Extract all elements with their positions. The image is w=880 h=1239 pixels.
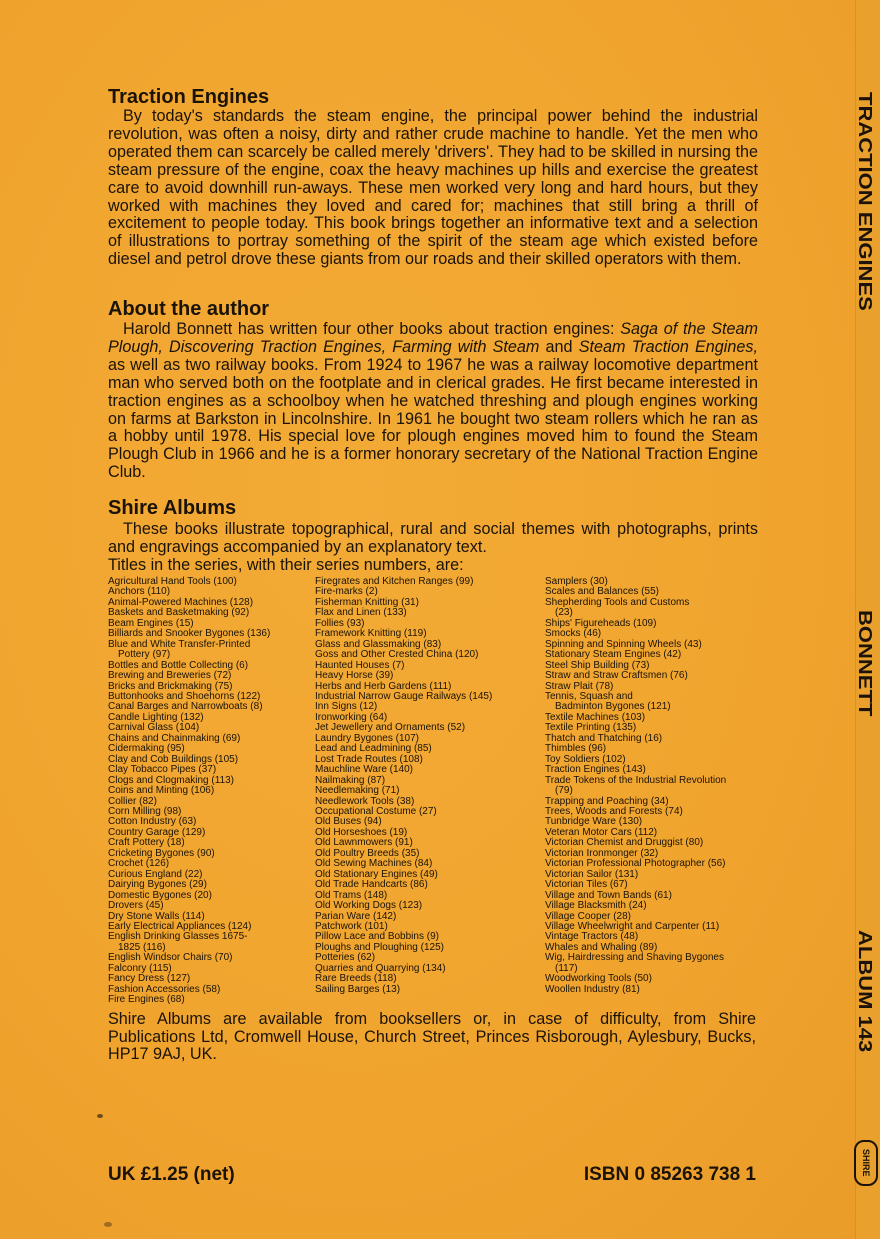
series-title: Sailing Barges (13) xyxy=(315,983,401,995)
series-title: Lost Trade Routes (108) xyxy=(315,753,423,765)
author-text-part: Harold Bonnett has written four other books about traction engines: xyxy=(123,320,621,338)
series-title: English Windsor Chairs (70) xyxy=(108,952,233,964)
series-title: Victorian Professional Photographer (56) xyxy=(545,858,726,870)
series-title: Old Poultry Breeds (35) xyxy=(315,847,420,859)
series-title: Nailmaking (87) xyxy=(315,774,386,786)
series-title: Pottery (97) xyxy=(118,649,171,661)
series-title: Needlemaking (71) xyxy=(315,785,400,797)
series-title: Occupational Costume (27) xyxy=(315,805,437,817)
series-title: Baskets and Basketmaking (92) xyxy=(108,607,250,619)
series-title: Thatch and Thatching (16) xyxy=(545,732,663,744)
series-title: Steel Ship Building (73) xyxy=(545,659,650,671)
series-title: Village Wheelwright and Carpenter (11) xyxy=(545,920,720,932)
series-title: Clay Tobacco Pipes (37) xyxy=(108,764,217,776)
series-title: Heavy Horse (39) xyxy=(315,670,394,682)
series-title: Jet Jewellery and Ornaments (52) xyxy=(315,722,466,734)
series-title: Dry Stone Walls (114) xyxy=(108,910,205,922)
series-title: Buttonhooks and Shoehorns (122) xyxy=(108,690,261,702)
series-title: Textile Machines (103) xyxy=(545,711,646,723)
series-title: Falconry (115) xyxy=(108,962,172,974)
series-title: Early Electrical Appliances (124) xyxy=(108,920,252,932)
series-title: Drovers (45) xyxy=(108,900,164,912)
shire-albums-intro xyxy=(108,521,758,575)
series-title: Pillow Lace and Bobbins (9) xyxy=(315,931,439,943)
series-title: Flax and Linen (133) xyxy=(315,607,407,619)
series-title: Curious England (22) xyxy=(108,868,203,880)
series-title: Ploughs and Ploughing (125) xyxy=(315,941,444,953)
series-title: Goss and Other Crested China (120) xyxy=(315,649,479,661)
print-speck xyxy=(97,1114,103,1118)
series-title: Toy Soldiers (102) xyxy=(545,753,626,765)
series-title: Candle Lighting (132) xyxy=(108,711,204,723)
series-title: Scales and Balances (55) xyxy=(545,586,659,598)
series-title: Woodworking Tools (50) xyxy=(545,973,652,985)
price: UK £1.25 (net) xyxy=(108,1164,235,1185)
series-title: 1825 (116) xyxy=(118,941,166,953)
print-speck xyxy=(104,1222,112,1227)
author-text-part: as well as two railway books. From 1924 to 1967 he was a railway locomotive department man who served both on the footplate and in clerical grades. He first became interested in traction engines as a schoolboy when he watched threshing and plough engines working on farms at Barkston in Lincolnshire. In 1961 he bought two steam rollers which he ran as a hobby until 1978. His special love for plough engines moved him to found the Steam Plough Club in 1966 and he is a former honorary secretary of the National Traction Engine Club. xyxy=(108,355,758,482)
series-title: Chains and Chainmaking (69) xyxy=(108,732,241,744)
series-title: Blue and White Transfer-Printed xyxy=(108,638,251,650)
series-title: Straw Plait (78) xyxy=(545,680,614,692)
availability-text: Shire Albums are available from booksellers or, in case of difficulty, from Shire Publications Ltd, Cromwell House, Church Street, Princes Risborough, Aylesbury, Bucks, HP17 9AJ, UK. xyxy=(108,1010,756,1063)
isbn: ISBN 0 85263 738 1 xyxy=(583,1164,756,1185)
series-title: Tunbridge Ware (130) xyxy=(545,816,643,828)
series-title: Tennis, Squash and xyxy=(545,690,633,702)
series-title: Collier (82) xyxy=(108,795,157,807)
series-title: Carnival Glass (104) xyxy=(108,722,200,734)
series-title: Ships' Figureheads (109) xyxy=(545,617,657,629)
series-title: Traction Engines (143) xyxy=(545,764,646,776)
series-title: Corn Milling (98) xyxy=(108,805,182,817)
series-title: (117) xyxy=(555,962,578,974)
series-title: Smocks (46) xyxy=(545,628,602,640)
series-title: Village Cooper (28) xyxy=(545,910,631,922)
series-title: Thimbles (96) xyxy=(545,743,607,755)
series-title: Beam Engines (15) xyxy=(108,617,194,629)
series-title: Fire Engines (68) xyxy=(108,994,185,1006)
spine-author: BONNETT xyxy=(854,610,877,717)
series-title: Brewing and Breweries (72) xyxy=(108,670,232,682)
series-title: Victorian Tiles (67) xyxy=(545,879,628,891)
series-title: Cricketing Bygones (90) xyxy=(108,847,215,859)
series-title: Anchors (110) xyxy=(108,586,171,598)
series-title: Industrial Narrow Gauge Railways (145) xyxy=(315,690,493,702)
series-title: Victorian Ironmonger (32) xyxy=(545,847,659,859)
series-title: Quarries and Quarrying (134) xyxy=(315,962,446,974)
series-title: Framework Knitting (119) xyxy=(315,628,427,640)
series-title: Craft Pottery (18) xyxy=(108,837,185,849)
series-title: Bottles and Bottle Collecting (6) xyxy=(108,659,249,671)
series-title: Old Trams (148) xyxy=(315,889,388,901)
titles-list-intro: Titles in the series, with their series numbers, are: xyxy=(108,555,464,574)
series-title: Vintage Tractors (48) xyxy=(545,931,639,943)
series-title: Village Blacksmith (24) xyxy=(545,900,647,912)
series-title: Woollen Industry (81) xyxy=(545,983,640,995)
author-text-part: and xyxy=(539,337,579,356)
series-title: Dairying Bygones (29) xyxy=(108,879,207,891)
series-title: Fire-marks (2) xyxy=(315,586,378,598)
series-title: Bricks and Brickmaking (75) xyxy=(108,680,233,692)
series-title: Whales and Whaling (89) xyxy=(545,941,658,953)
about-author-text xyxy=(108,321,758,482)
titles-column-2 xyxy=(315,577,540,995)
series-title: Domestic Bygones (20) xyxy=(108,889,212,901)
series-title: Fisherman Knitting (31) xyxy=(315,596,419,608)
series-title: Badminton Bygones (121) xyxy=(555,701,671,713)
series-title: Old Lawnmowers (91) xyxy=(315,837,413,849)
series-title: Clay and Cob Buildings (105) xyxy=(108,753,239,765)
series-title: Country Garage (129) xyxy=(108,826,206,838)
traction-engines-heading: Traction Engines xyxy=(108,86,270,108)
series-title: Fashion Accessories (58) xyxy=(108,983,221,995)
author-book-titles: Saga of the Steam Plough, Discovering Traction Engines, Farming with Steam xyxy=(108,320,758,356)
series-title: Samplers (30) xyxy=(545,576,608,587)
spine xyxy=(855,0,880,1239)
series-title: Old Sewing Machines (84) xyxy=(315,858,433,870)
series-title: Laundry Bygones (107) xyxy=(315,732,419,744)
series-title: Rare Breeds (118) xyxy=(315,973,397,985)
spine-title: TRACTION ENGINES xyxy=(854,92,877,311)
series-title: Firegrates and Kitchen Ranges (99) xyxy=(315,576,474,587)
series-title: Cidermaking (95) xyxy=(108,743,185,755)
series-title: Old Buses (94) xyxy=(315,816,382,828)
series-title: Glass and Glassmaking (83) xyxy=(315,638,442,650)
series-title: Straw and Straw Craftsmen (76) xyxy=(545,670,688,682)
series-title: Inn Signs (12) xyxy=(315,701,378,713)
series-title: Trade Tokens of the Industrial Revolution xyxy=(545,774,727,786)
shire-albums-heading: Shire Albums xyxy=(108,497,237,519)
series-title: Canal Barges and Narrowboats (8) xyxy=(108,701,263,713)
shire-intro-text: These books illustrate topographical, rural and social themes with photographs, prints and engravings accompanied by an explanatory text. xyxy=(108,520,758,556)
series-title: Lead and Leadmining (85) xyxy=(315,743,432,755)
series-title: (23) xyxy=(555,607,573,619)
series-title: Trapping and Poaching (34) xyxy=(545,795,669,807)
series-title: Victorian Chemist and Druggist (80) xyxy=(545,837,704,849)
series-title: Old Stationary Engines (49) xyxy=(315,868,438,880)
series-title: Wig, Hairdressing and Shaving Bygones xyxy=(545,952,724,964)
series-title: Textile Printing (135) xyxy=(545,722,637,734)
series-title: Trees, Woods and Forests (74) xyxy=(545,805,683,817)
series-title: Coins and Minting (106) xyxy=(108,785,215,797)
series-title: Potteries (62) xyxy=(315,952,376,964)
traction-engines-blurb: By today's standards the steam engine, the principal power behind the industrial revolution, was often a noisy, dirty and rather crude machine to handle. Yet the men who operated them can scarcely be called merely 'drivers'. They had to be skilled in nursing the steam pressure of the engine, coax the heavy machines up hills and exercise the greatest care to avoid downhill run-aways. These men worked very long and hard hours, but they worked with machines they loved and cared for; machines that still bring a thrill of excitement to people today. This book brings together an informative text and a selection of illustrations to portray something of the spirit of the steam age which existed before diesel and petrol drove these giants from our roads and their skilled operators with them. xyxy=(108,107,758,269)
series-title: Spinning and Spinning Wheels (43) xyxy=(545,638,702,650)
series-title: Old Trade Handcarts (86) xyxy=(315,879,428,891)
series-title: Mauchline Ware (140) xyxy=(315,764,414,776)
titles-column-1 xyxy=(108,577,308,1006)
series-title: Billiards and Snooker Bygones (136) xyxy=(108,628,271,640)
series-title: Clogs and Clogmaking (113) xyxy=(108,774,234,786)
series-title: Follies (93) xyxy=(315,617,365,629)
series-title: Crochet (126) xyxy=(108,858,170,870)
series-title: Animal-Powered Machines (128) xyxy=(108,596,254,608)
author-book-title: Steam Traction Engines, xyxy=(578,337,758,356)
series-title: Herbs and Herb Gardens (111) xyxy=(315,680,452,692)
series-title: Village and Town Bands (61) xyxy=(545,889,672,901)
series-title: Patchwork (101) xyxy=(315,920,388,932)
series-title: Old Working Dogs (123) xyxy=(315,900,423,912)
series-title: Stationary Steam Engines (42) xyxy=(545,649,682,661)
shire-logo: SHIRE xyxy=(854,1140,878,1186)
series-title: Old Horseshoes (19) xyxy=(315,826,408,838)
series-title: Fancy Dress (127) xyxy=(108,973,191,985)
series-title: Parian Ware (142) xyxy=(315,910,397,922)
series-title: Victorian Sailor (131) xyxy=(545,868,639,880)
about-author-heading: About the author xyxy=(108,298,270,320)
series-title: Needlework Tools (38) xyxy=(315,795,415,807)
titles-column-3 xyxy=(545,577,770,995)
series-title: Agricultural Hand Tools (100) xyxy=(108,576,237,587)
series-title: (79) xyxy=(555,785,573,797)
series-title: Cotton Industry (63) xyxy=(108,816,197,828)
series-title: Shepherding Tools and Customs xyxy=(545,596,690,608)
series-title: English Drinking Glasses 1675- xyxy=(108,931,248,943)
series-title: Haunted Houses (7) xyxy=(315,659,405,671)
spine-album-number: ALBUM 143 xyxy=(854,930,877,1053)
series-title: Ironworking (64) xyxy=(315,711,388,723)
series-title: Veteran Motor Cars (112) xyxy=(545,826,658,838)
